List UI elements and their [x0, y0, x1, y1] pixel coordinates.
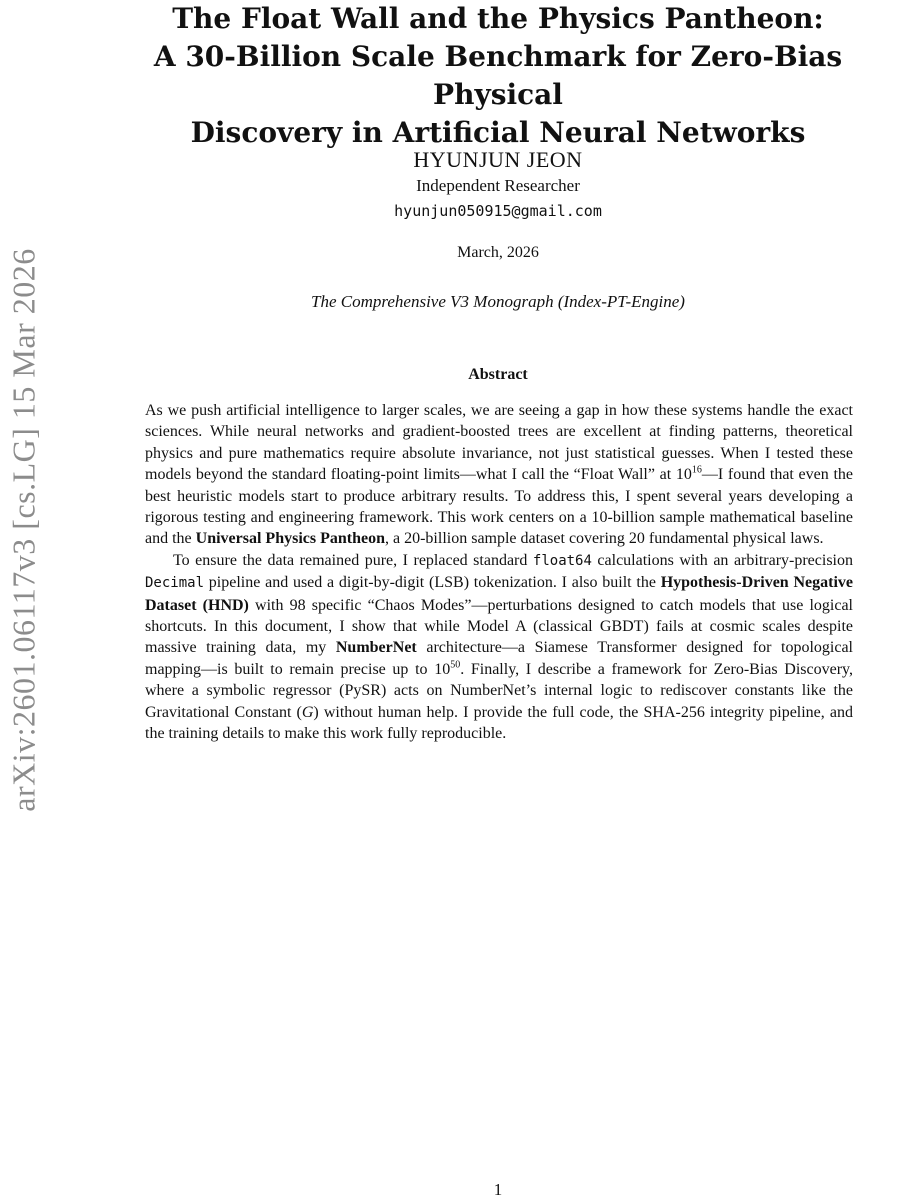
abstract-paragraph-1	[145, 400, 853, 550]
publication-date: March, 2026	[457, 244, 539, 261]
title-line-3: Discovery in Artificial Neural Networks	[190, 116, 806, 149]
code-decimal: Decimal	[145, 575, 205, 592]
precision-exponent: 50	[450, 659, 461, 671]
abstract-p2-text-e: architecture—a Siamese Transformer designed for topological mapping—is built to remain precise up to 10	[145, 639, 853, 678]
abstract-p2-text-c: pipeline and used a digit-by-digit (LSB) tokenization. I also built the	[204, 574, 661, 592]
float-wall-exponent: 16	[691, 464, 702, 476]
abstract-paragraph-2	[145, 550, 853, 745]
abstract-p1-text-b: —I found that even the best heuristic models start to produce arbitrary results. To address this, I spent several years developing a rigorous testing and engineering framework. This work centers on a 10-billion sample mathematical baseline and the	[145, 466, 853, 548]
gravitational-constant-symbol: G	[301, 703, 314, 721]
paper-title	[90, 0, 898, 152]
author-email: hyunjun050915@gmail.com	[394, 202, 602, 220]
author-affiliation: Independent Researcher	[416, 176, 580, 195]
title-line-1: The Float Wall and the Physics Pantheon:	[172, 2, 824, 35]
paper-subtitle: The Comprehensive V3 Monograph (Index-PT-Engine)	[311, 292, 685, 311]
abstract-p2-text-f: . Finally, I describe a framework for Zero-Bias Discovery, where a symbolic regressor (PySR) acts on NumberNet’s internal logic to rediscover constants like the Gravitational Constant (	[145, 660, 853, 721]
page-number: 1	[493, 1180, 503, 1199]
abstract-p1-text-a: As we push artificial intelligence to larger scales, we are seeing a gap in how these systems handle the exact sciences. While neural networks and gradient-boosted trees are excellent at finding patterns, theoretical physics and pure mathematics require absolute invariance, not just statistical guesses. When I tested these models beyond the standard floating-point limits—what I call the “Float Wall” at 10	[145, 402, 853, 484]
abstract-p2-text-d: with 98 specific “Chaos Modes”—perturbations designed to catch models that use logical shortcuts. In this document, I show that while Model A (classical GBDT) fails at cosmic scales despite massive training data, my	[145, 596, 854, 657]
hnd-term: Hypothesis-Driven Negative Dataset (HND)	[145, 574, 854, 614]
abstract-body	[145, 400, 853, 745]
arxiv-identifier-stamp: arXiv:2601.06117v3 [cs.LG] 15 Mar 2026	[5, 248, 42, 812]
author-name: HYUNJUN JEON	[413, 147, 583, 172]
abstract-p2-text-g: ) without human help. I provide the full code, the SHA-256 integrity pipeline, and the training details to make this work fully reproducible.	[145, 703, 853, 743]
pantheon-term: Universal Physics Pantheon	[195, 530, 385, 548]
title-line-2: A 30-Billion Scale Benchmark for Zero-Bias Physical	[153, 40, 843, 111]
code-float64: float64	[532, 552, 592, 569]
abstract-p1-text-c: , a 20-billion sample dataset covering 20 fundamental physical laws.	[385, 530, 824, 548]
abstract-p2-text-a: To ensure the data remained pure, I replaced standard	[173, 551, 533, 569]
abstract-p2-text-b: calculations with an arbitrary-precision	[591, 551, 853, 569]
abstract-heading: Abstract	[468, 366, 528, 383]
author-block	[90, 146, 898, 224]
numbernet-term: NumberNet	[335, 639, 417, 657]
